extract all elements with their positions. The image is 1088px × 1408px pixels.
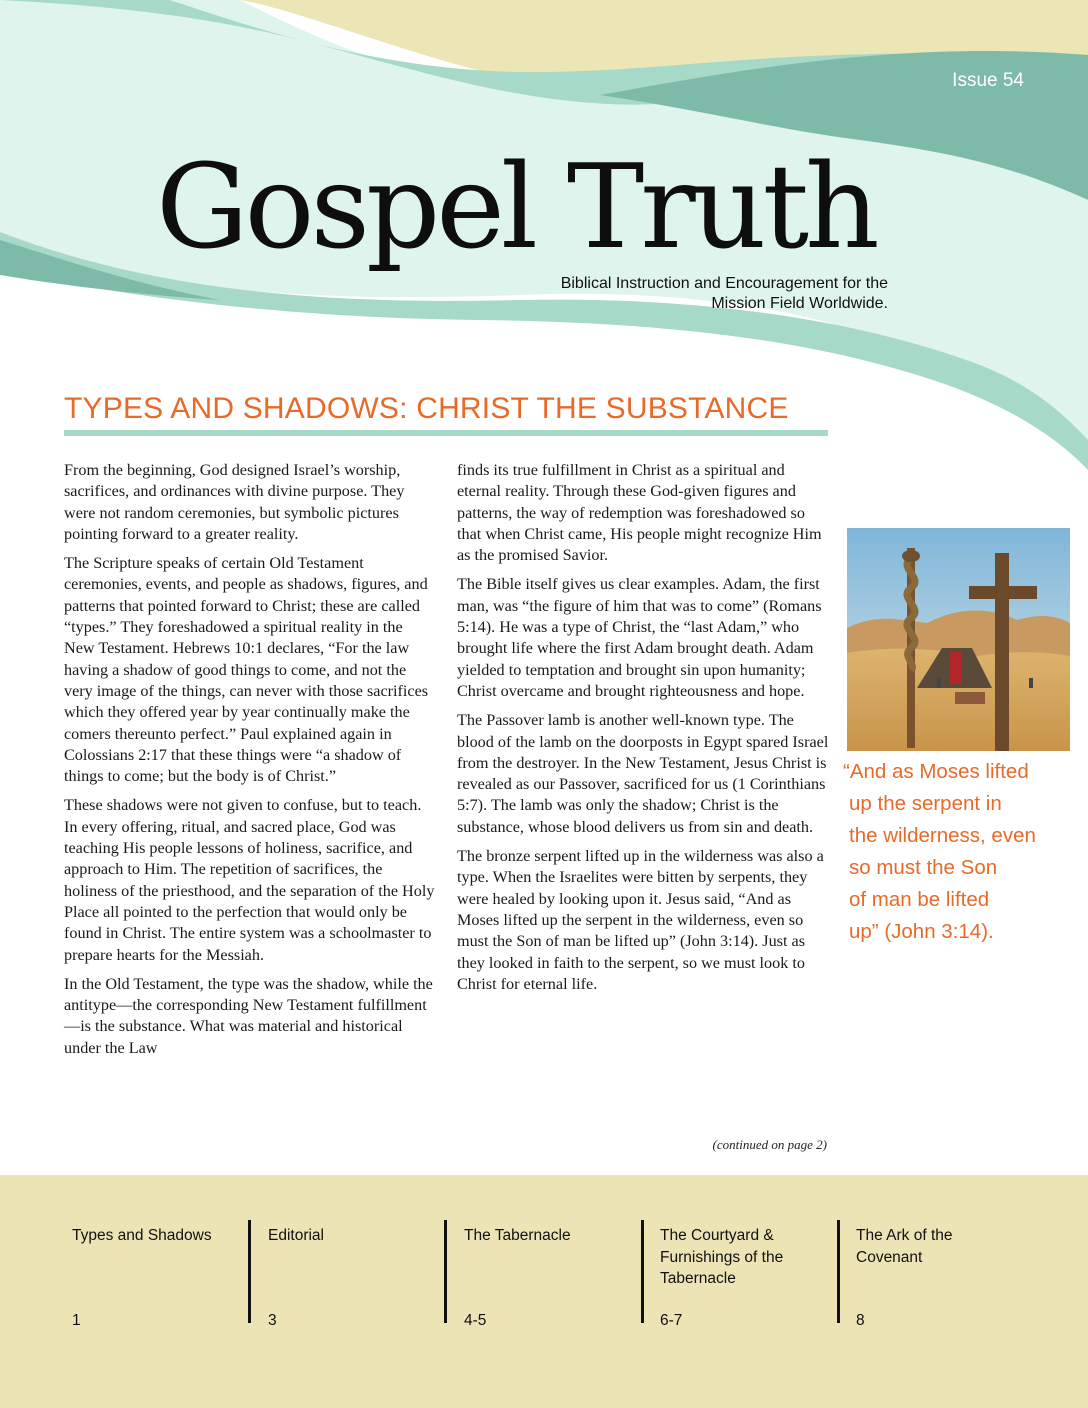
toc-divider — [444, 1220, 447, 1323]
pull-quote-line: “And as Moses lifted — [843, 760, 1029, 783]
paragraph: finds its true fulfillment in Christ as a spiritual and eternal reality. Through these God-given figures and patterns, the way of redemption was foreshadowed so that when Christ came, His people might recognize Him as the promised Savior. — [457, 461, 822, 565]
toc-item[interactable] — [837, 1225, 1037, 1329]
pull-quote — [843, 756, 1053, 948]
toc-item[interactable] — [248, 1225, 443, 1329]
article-column-1 — [64, 460, 436, 1067]
paragraph: These shadows were not given to confuse, but to teach. In every offering, ritual, and sacred place, God was teaching His people lessons of holiness, sacrifice, and approach to Him. The repetition of sacrifices, the holiness of the priesthood, and the separation of the Holy Place all pointed to the perfection that would only be found in Christ. The entire system was a schoolmaster to prepare hearts for the Messiah. — [64, 796, 435, 964]
paragraph: The bronze serpent lifted up in the wilderness was also a type. When the Israelites were bitten by serpents, they were healed by looking upon it. Jesus said, “And as Moses lifted up the serpent in the wilderness, even so must the Son of man be lifted up” (John 3:14). Just as they looked in faith to the serpent, so we must look to Christ for eternal life. — [457, 847, 824, 993]
pull-quote-line: of man be lifted — [849, 888, 990, 911]
toc-item-page: 6-7 — [660, 1312, 683, 1329]
article-headline: TYPES AND SHADOWS: CHRIST THE SUBSTANCE — [64, 392, 789, 425]
tagline — [561, 274, 888, 314]
toc-item-title: Editorial — [268, 1227, 324, 1244]
toc-item-page: 8 — [856, 1312, 865, 1329]
paragraph: The Scripture speaks of certain Old Testament ceremonies, events, and people as shadows, figures, and patterns that pointed forward to Christ; these are called “types.” They foreshadowed a spiritual reality in the New Testament. Hebrews 10:1 declares, “For the law having a shadow of good things to come, and not the very image of the things, can never with those sacrifices which they offered year by year continually make the comers thereunto perfect.” Paul explained again in Colossians 2:17 that these things were “a shadow of things to come; but the body is of Christ.” — [64, 554, 429, 786]
toc-item-page: 4-5 — [464, 1312, 487, 1329]
toc-item-title: The Ark of the Covenant — [856, 1227, 953, 1266]
toc-item[interactable] — [641, 1225, 836, 1329]
headline-rule — [64, 430, 828, 436]
continued-note: (continued on page 2) — [712, 1137, 827, 1152]
toc-divider — [248, 1220, 251, 1323]
issue-number: Issue 54 — [952, 70, 1024, 91]
toc-item[interactable] — [64, 1225, 249, 1329]
pull-quote-line: the wilderness, even — [849, 824, 1036, 847]
paragraph: The Passover lamb is another well-known type. The blood of the lamb on the doorposts in Egypt spared Israel from the destroyer. In the New Testament, Jesus Christ is revealed as our Passover, sacrificed for us (1 Corinthians 5:7). The lamb was only the shadow; Christ is the substance, whose blood delivers us from sin and death. — [457, 711, 829, 836]
paragraph: The Bible itself gives us clear examples. Adam, the first man, was “the figure of him that was to come” (Romans 5:14). He was a type of Christ, the “last Adam,” who brought life where the first Adam brought death. Adam yielded to temptation and brought sin upon humanity; Christ overcame and brought righteousness and hope. — [457, 575, 822, 700]
article-column-2 — [457, 460, 829, 1003]
toc-item-page: 3 — [268, 1312, 277, 1329]
tagline-line-1: Biblical Instruction and Encouragement for the — [560, 275, 888, 292]
serpent-and-cross-image — [847, 528, 1070, 751]
toc-divider — [837, 1220, 840, 1323]
masthead-title: Gospel Truth — [156, 140, 876, 275]
tagline-line-2: Mission Field Worldwide. — [711, 295, 888, 312]
table-of-contents — [0, 1175, 1088, 1408]
toc-item[interactable] — [444, 1225, 639, 1329]
toc-item-title: The Courtyard & Furnishings of the Tabernacle — [660, 1227, 784, 1287]
paragraph: From the beginning, God designed Israel’s worship, sacrifices, and ordinances with divine purpose. They were not random ceremonies, but symbolic pictures pointing forward to a greater reality. — [64, 461, 405, 543]
toc-item-page: 1 — [72, 1312, 81, 1329]
paragraph: In the Old Testament, the type was the shadow, while the antitype—the corresponding New Testament fulfillment—is the substance. What was material and historical under the Law — [64, 974, 433, 1057]
pull-quote-line: up” (John 3:14). — [849, 920, 994, 943]
toc-item-title: Types and Shadows — [72, 1227, 212, 1244]
pull-quote-line: so must the Son — [849, 856, 998, 879]
pull-quote-line: up the serpent in — [849, 792, 1002, 815]
toc-divider — [641, 1220, 644, 1323]
toc-item-title: The Tabernacle — [464, 1227, 571, 1244]
